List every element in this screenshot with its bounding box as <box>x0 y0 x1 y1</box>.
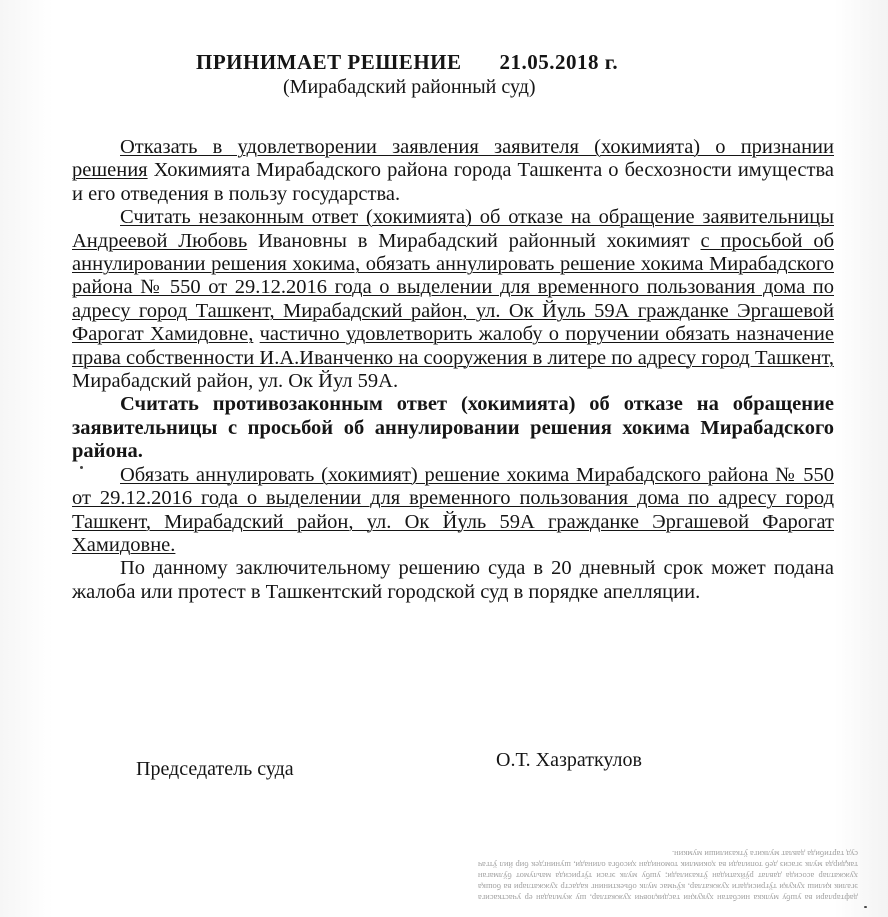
paragraph-2-underlined-c: частично удовлетворить жалобу о поручении обязать назначение права собственности И.А.Иванченко на сооружения в литере по адресу город Ташкент, <box>72 323 834 369</box>
decision-date: 21.05.2018 г. <box>499 50 619 74</box>
bleed-through-text: дафтарлари ва ушбу мулкка нисбатан ҳуқуқни тасдиқловчи ҳужжатлар, шу жумладан ер участкасига эгалик қилиш ҳуқуқи тўғрисидаги ҳужжатлар, кўчмас мулк объектининг кадастр ҳужжатлари ва бошқа ҳужжатлар асосида давлат рўйхатидан ўтказилади; ушбу мулк эгаси тўғрисида маълумот бўлмаган тақдирда мулк эгасиз деб топилади ва ҳокимлик томонидан ҳисобга олинади, шунингдек бир йил ўтгач суд тартибида давлат мулкига ўтказилиши мумкин. <box>478 849 858 903</box>
paragraph-2-underlined-b: с просьбой об аннулировании решения хокима, обязать аннулировать решение хокима Мирабадского района № 550 от 29.12.2016 года о выделении для временного пользования дома по адресу город Ташкент, Мирабадский район, ул. Ок Йуль 59А гражданке Эргашевой Фарогат Хамидовне, <box>72 229 835 346</box>
paragraph-2-text-a: Ивановны в Мирабадский районный хокимият <box>247 229 701 252</box>
scan-speck <box>80 466 83 469</box>
decision-title: ПРИНИМАЕТ РЕШЕНИЕ <box>196 50 462 74</box>
decision-heading <box>196 50 618 75</box>
paragraph-4 <box>72 464 834 558</box>
court-name: (Мирабадский районный суд) <box>283 76 536 98</box>
paragraph-3: Считать противозаконным ответ (хокимията) об отказе на обращение заявительницы с просьбой об аннулировании решения хокима Мирабадского района. <box>72 393 834 463</box>
paragraph-2 <box>72 206 834 393</box>
paragraph-1-text: Хокимията Мирабадского района города Ташкента о бесхозности имущества и его отведения в пользу государства. <box>72 159 834 205</box>
scan-speck <box>864 906 867 908</box>
paragraph-1 <box>72 136 834 206</box>
paragraph-4-underlined: Обязать аннулировать (хокимият) решение хокима Мирабадского района № 550 от 29.12.2016 года о выделении для временного пользования дома по адресу город Ташкент, Мирабадский район, ул. Ок Йуль 59А гражданке Эргашевой Фарогат Хамидовне. <box>72 463 834 556</box>
paragraph-2-underlined-a: Считать незаконным ответ (хокимията) об отказе на обращение заявительницы Андреевой Любовь <box>72 206 834 252</box>
paragraph-2-text-c: Мирабадский район, ул. Ок Йул 59А. <box>72 370 399 393</box>
chairman-name: О.Т. Хазраткулов <box>496 749 642 771</box>
decision-body <box>72 136 834 604</box>
chairman-label: Председатель суда <box>136 758 294 780</box>
paragraph-5: По данному заключительному решению суда в 20 дневный срок может подана жалоба или протест в Ташкентский городской суд в порядке апелляции. <box>72 557 834 603</box>
paragraph-1-underlined: Отказать в удовлетворении заявления заявителя (хокимията) о признании решения <box>72 136 834 182</box>
